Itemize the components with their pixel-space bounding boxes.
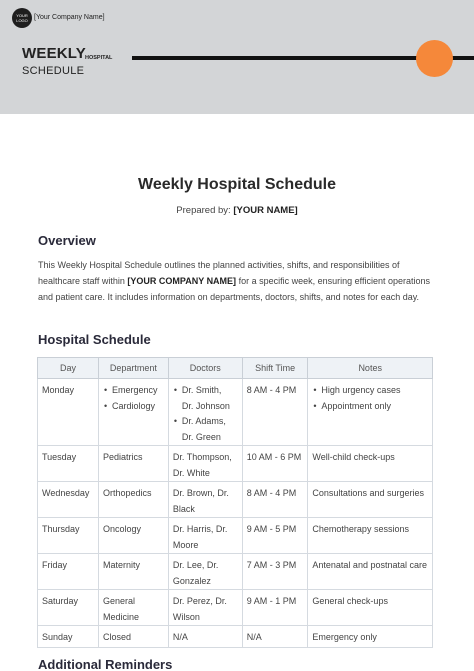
- cell-notes: Well-child check-ups: [308, 446, 433, 482]
- cell-department: Orthopedics: [98, 482, 168, 518]
- schedule-table: [37, 357, 433, 648]
- list-item: [173, 414, 238, 445]
- overview-paragraph: [38, 257, 438, 305]
- cell-day: Friday: [38, 554, 99, 590]
- notes-list: [312, 383, 428, 414]
- cell-day: Saturday: [38, 590, 99, 626]
- cell-shift-time: 9 AM - 5 PM: [242, 518, 308, 554]
- column-header-doctors: Doctors: [168, 358, 242, 379]
- cell-notes: Chemotherapy sessions: [308, 518, 433, 554]
- cell-shift-time: 10 AM - 6 PM: [242, 446, 308, 482]
- cell-day: Thursday: [38, 518, 99, 554]
- prepared-name: [YOUR NAME]: [233, 205, 298, 216]
- brand-title-line2: SCHEDULE: [22, 65, 85, 77]
- cell-notes: General check-ups: [308, 590, 433, 626]
- table-row: [38, 626, 433, 648]
- prepared-label: Prepared by:: [176, 205, 231, 216]
- cell-department: [98, 379, 168, 446]
- table-row: [38, 518, 433, 554]
- doctor-name: Dr. Smith,: [181, 385, 222, 395]
- doctor-list: [173, 383, 238, 445]
- column-header-shift-time: Shift Time: [242, 358, 308, 379]
- cell-doctors: [168, 379, 242, 446]
- doctor-name: Dr. Green: [181, 431, 221, 442]
- list-item: • High urgency cases: [312, 383, 428, 399]
- cell-doctors: Dr. Harris, Dr. Moore: [168, 518, 242, 554]
- cell-doctors: Dr. Thompson, Dr. White: [168, 446, 242, 482]
- department-list: [103, 383, 164, 414]
- table-header-row: [38, 358, 433, 379]
- column-header-day: Day: [38, 358, 99, 379]
- table-row: [38, 446, 433, 482]
- cell-day: Sunday: [38, 626, 99, 648]
- cell-doctors: Dr. Perez, Dr. Wilson: [168, 590, 242, 626]
- list-item: • Appointment only: [312, 399, 428, 415]
- cell-notes: [308, 379, 433, 446]
- list-item: • Cardiology: [103, 399, 164, 415]
- cell-doctors: N/A: [168, 626, 242, 648]
- brand-title-main: WEEKLY: [22, 45, 86, 62]
- list-item: • Emergency: [103, 383, 164, 399]
- cell-shift-time: 8 AM - 4 PM: [242, 482, 308, 518]
- doctor-name: Dr. Johnson: [181, 400, 230, 411]
- cell-day: Monday: [38, 379, 99, 446]
- cell-doctors: Dr. Brown, Dr. Black: [168, 482, 242, 518]
- doctor-name: Dr. Adams,: [181, 416, 226, 426]
- cell-notes: Consultations and surgeries: [308, 482, 433, 518]
- company-logo: YOUR LOGO: [12, 8, 32, 28]
- table-row: [38, 379, 433, 446]
- cell-day: Tuesday: [38, 446, 99, 482]
- cell-shift-time: 8 AM - 4 PM: [242, 379, 308, 446]
- cell-notes: Antenatal and postnatal care: [308, 554, 433, 590]
- cell-notes: Emergency only: [308, 626, 433, 648]
- cell-doctors: Dr. Lee, Dr. Gonzalez: [168, 554, 242, 590]
- document-title: Weekly Hospital Schedule: [138, 176, 336, 193]
- prepared-by: [0, 205, 474, 216]
- schedule-heading: Hospital Schedule: [38, 332, 151, 347]
- overview-text-after: for a specific week, ensuring efficient operations and patient care. It includes information on departments, doctors, shifts, and notes for each day.: [38, 276, 431, 302]
- cell-department: Pediatrics: [98, 446, 168, 482]
- overview-heading: Overview: [38, 233, 96, 248]
- table-row: [38, 590, 433, 626]
- cell-department: Closed: [98, 626, 168, 648]
- accent-circle: [416, 40, 453, 77]
- brand-title-small: HOSPITAL: [85, 55, 113, 61]
- cell-department: General Medicine: [98, 590, 168, 626]
- column-header-department: Department: [98, 358, 168, 379]
- cell-shift-time: 7 AM - 3 PM: [242, 554, 308, 590]
- table-row: [38, 554, 433, 590]
- cell-day: Wednesday: [38, 482, 99, 518]
- list-item: [173, 383, 238, 414]
- company-name: [Your Company Name]: [34, 14, 105, 21]
- header-banner: [0, 0, 474, 114]
- table-row: [38, 482, 433, 518]
- cell-department: Maternity: [98, 554, 168, 590]
- column-header-notes: Notes: [308, 358, 433, 379]
- overview-company-placeholder: [YOUR COMPANY NAME]: [127, 276, 237, 286]
- cell-shift-time: N/A: [242, 626, 308, 648]
- cell-shift-time: 9 AM - 1 PM: [242, 590, 308, 626]
- cell-department: Oncology: [98, 518, 168, 554]
- overview-text-before: This Weekly Hospital Schedule outlines the planned activities, shifts, and responsibilities of healthcare staff within: [38, 260, 400, 286]
- reminders-heading: Additional Reminders: [38, 657, 173, 671]
